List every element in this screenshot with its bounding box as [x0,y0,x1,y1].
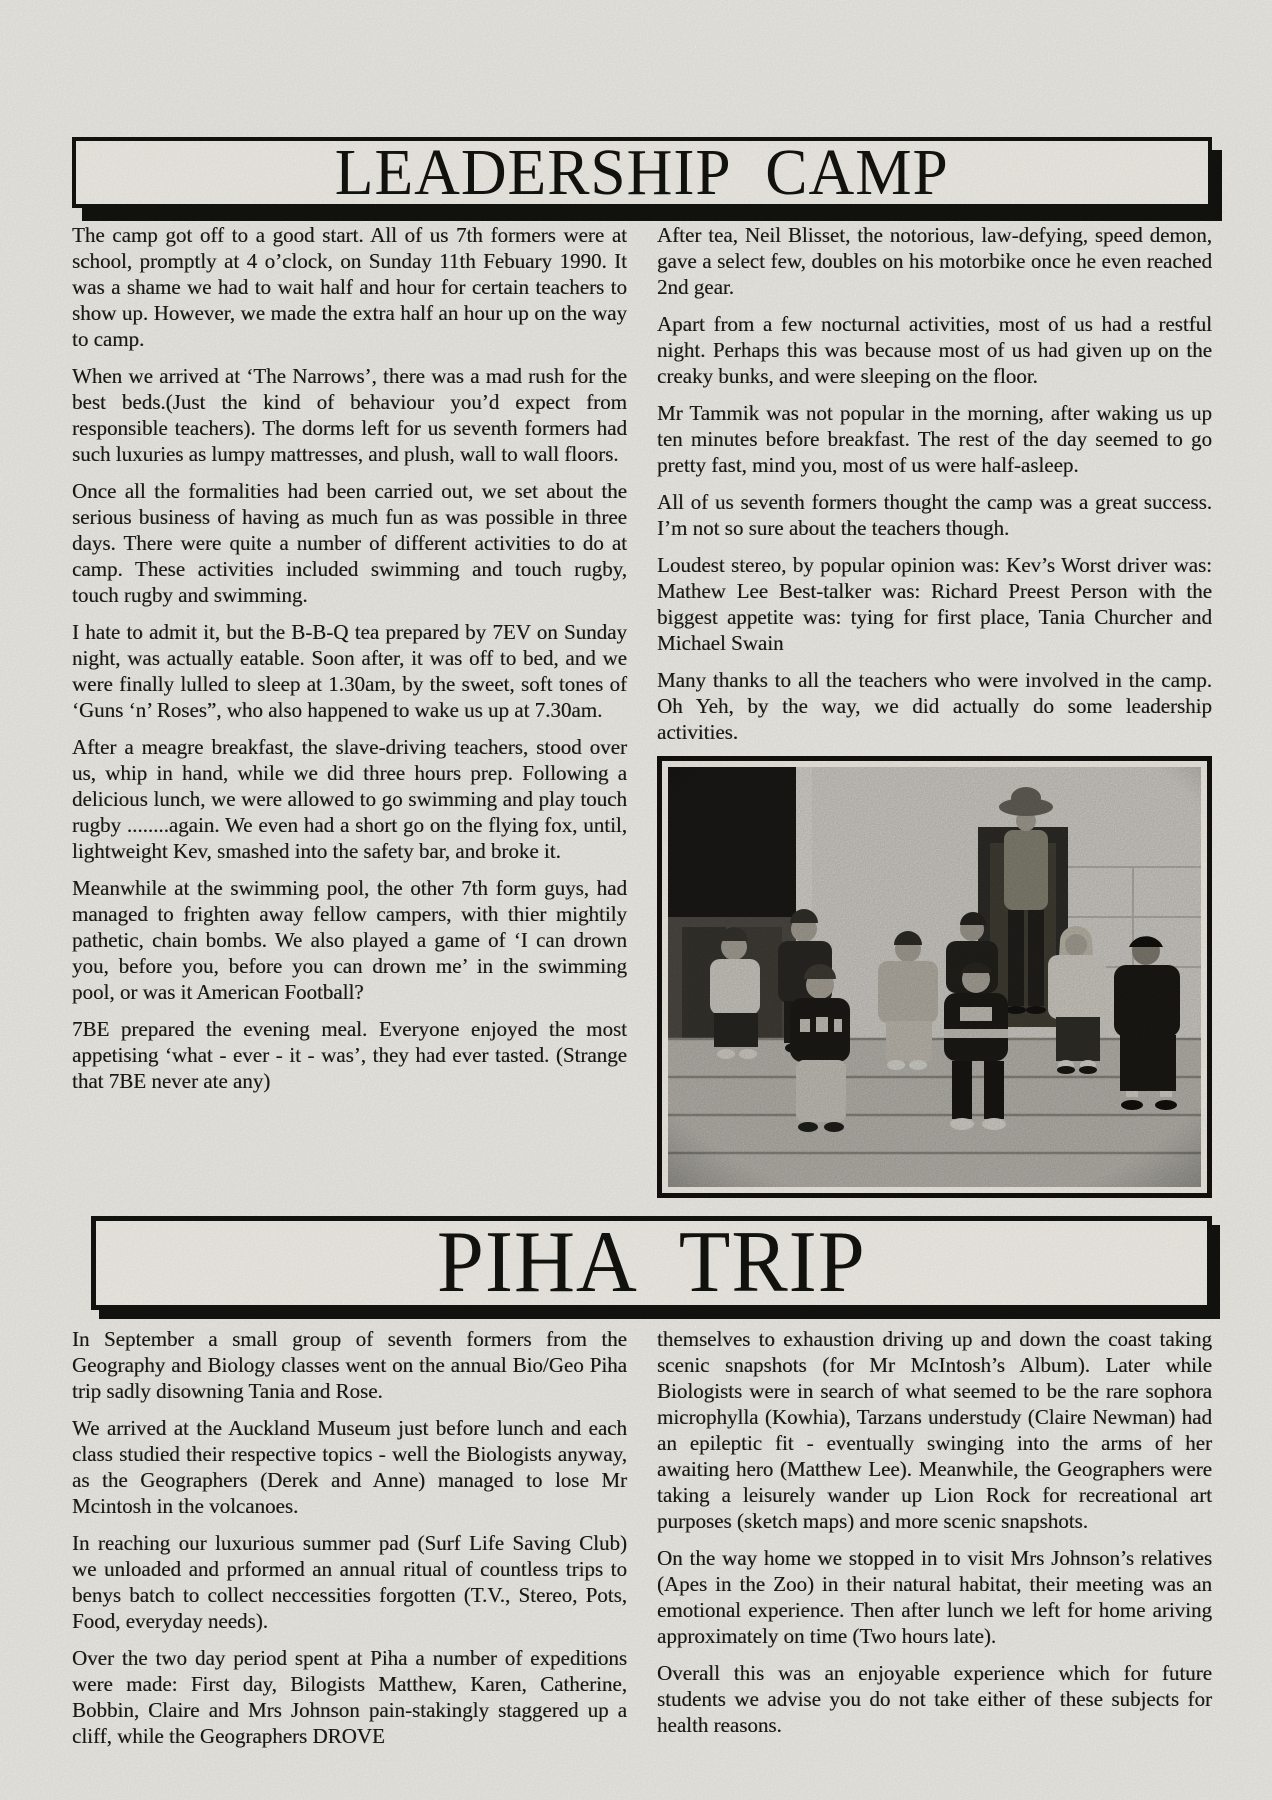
leadership-camp-left-column [72,222,627,1198]
paragraph: Overall this was an enjoyable experience which for future students we advise you do not take either of these subjects for health reasons. [657,1661,1212,1737]
paragraph: Many thanks to all the teachers who were involved in the camp. Oh Yeh, by the way, we did actually do some leadership activities. [657,668,1212,744]
article-piha-trip [72,1216,1212,1760]
photo-grain [668,767,1201,1187]
leadership-camp-title: LEADERSHIP CAMP [335,135,949,209]
paragraph: The camp got off to a good start. All of us 7th formers were at school, promptly at 4 o’clock, on Sunday 11th Febuary 1990. It was a shame we had to wait half and hour for certain teachers to show up. However, we made the extra half an hour up on the way to camp. [72,223,627,351]
paragraph: Loudest stereo, by popular opinion was: Kev’s Worst driver was: Mathew Lee Best-talker was: Richard Preest Person with the biggest appetite was: tying for first place, Tania Churcher and Michael Swain [657,553,1212,655]
paragraph: In September a small group of seventh formers from the Geography and Biology classes went on the annual Bio/Geo Piha trip sadly disowning Tania and Rose. [72,1327,627,1403]
piha-trip-columns [72,1326,1212,1760]
paragraph: When we arrived at ‘The Narrows’, there was a mad rush for the best beds.(Just the kind of behaviour you’d expect from responsible teachers). The dorms left for us seventh formers had such luxuries as lumpy mattresses, and plush, wall to wall floors. [72,364,627,466]
piha-trip-headline-box [91,1216,1212,1310]
leadership-camp-headline-box [72,137,1212,208]
paragraph: On the way home we stopped in to visit Mrs Johnson’s relatives (Apes in the Zoo) in their natural habitat, their meeting was an emotional experience. Then after lunch we left for home ariving approximately on time (Two hours late). [657,1546,1212,1648]
paragraph: I hate to admit it, but the B-B-Q tea prepared by 7EV on Sunday night, was actually eatable. Soon after, it was off to bed, and we were finally lulled to sleep at 1.30am, by the sweet, soft tones of ‘Guns ‘n’ Roses”, who also happened to wake us up at 7.30am. [72,620,627,722]
article-leadership-camp [72,137,1212,1198]
piha-trip-title: PIHA TRIP [437,1214,866,1311]
piha-trip-right-column [657,1326,1212,1760]
paragraph: After a meagre breakfast, the slave-driving teachers, stood over us, whip in hand, while we did three hours prep. Following a delicious lunch, we were allowed to go swimming and play touch rugby ........again. We even had a short go on the flying fox, until, lightweight Kev, smashed into the safety bar, and broke it. [72,735,627,863]
paragraph: 7BE prepared the evening meal. Everyone enjoyed the most appetising ‘what - ever - it - was’, they had ever tasted. (Strange that 7BE never ate any) [72,1017,627,1093]
piha-trip-left-column [72,1326,627,1760]
leadership-camp-right-column [657,222,1212,1198]
paragraph: themselves to exhaustion driving up and down the coast taking scenic snapshots (for Mr McIntosh’s Album). Later while Biologists were in search of what seemed to be the rare sophora microphylla (Kowhia), Tarzans understudy (Claire Newman) had an epileptic fit - eventually swinging into the arms of her awaiting hero (Matthew Lee). Meanwhile, the Geographers were taking a leisurely wander up Lion Rock for recreational art purposes (sketch maps) and more scenic snapshots. [657,1327,1212,1533]
paragraph: In reaching our luxurious summer pad (Surf Life Saving Club) we unloaded and prformed an annual ritual of countless trips to benys batch to collect neccessities forgotten (T.V., Stereo, Pots, Food, everyday needs). [72,1531,627,1633]
paragraph: Apart from a few nocturnal activities, most of us had a restful night. Perhaps this was because most of us had given up on the creaky bunks, and were sleeping on the floor. [657,312,1212,388]
paragraph: Over the two day period spent at Piha a number of expeditions were made: First day, Bilogists Matthew, Karen, Catherine, Bobbin, Claire and Mrs Johnson pain-stakingly staggered up a cliff, while the Geographers DROVE [72,1646,627,1748]
paragraph: Once all the formalities had been carried out, we set about the serious business of having as much fun as was possible in three days. There were quite a number of different activities to do at camp. These activities included swimming and touch rugby, touch rugby and swimming. [72,479,627,607]
paragraph: We arrived at the Auckland Museum just before lunch and each class studied their respective topics - well the Biologists anyway, as the Geographers (Derek and Anne) managed to lose Mr Mcintosh in the volcanoes. [72,1416,627,1518]
camp-group-photo [657,756,1212,1198]
camp-group-photo-image [668,767,1201,1187]
paragraph: After tea, Neil Blisset, the notorious, law-defying, speed demon, gave a select few, doubles on his motorbike once he even reached 2nd gear. [657,223,1212,299]
leadership-camp-columns [72,222,1212,1198]
paragraph: All of us seventh formers thought the camp was a great success. I’m not so sure about the teachers though. [657,490,1212,540]
paragraph: Mr Tammik was not popular in the morning, after waking us up ten minutes before breakfast. The rest of the day seemed to go pretty fast, mind you, most of us were half-asleep. [657,401,1212,477]
paragraph: Meanwhile at the swimming pool, the other 7th form guys, had managed to frighten away fellow campers, with thier mightily pathetic, chain bombs. We also played a game of ‘I can drown you, before you, before you can drown me’ in the swimming pool, or was it American Football? [72,876,627,1004]
newsletter-page [72,137,1212,1760]
